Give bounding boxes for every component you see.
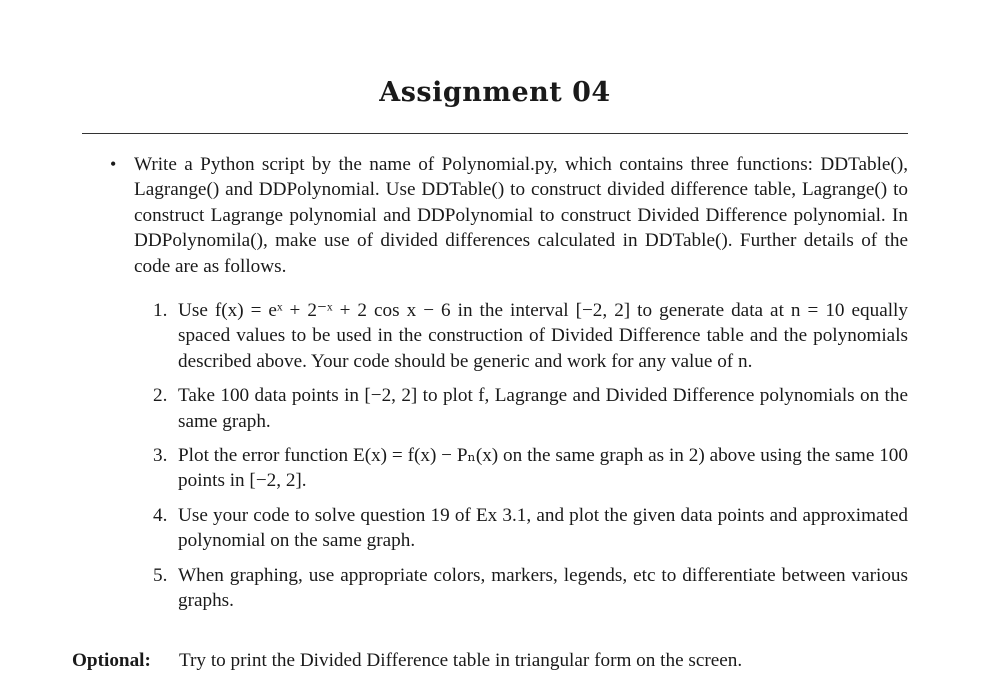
- title-divider: [82, 133, 908, 134]
- item-text: Plot the error function E(x) = f(x) − Pₙ(x) on the same graph as in 2) above using the same 100 points in [−2, 2].: [178, 445, 908, 492]
- list-item: [153, 383, 908, 434]
- item-number: 3.: [153, 445, 168, 467]
- list-item: [153, 298, 908, 374]
- list-item: [153, 503, 908, 554]
- item-text: When graphing, use appropriate colors, markers, legends, etc to differentiate between various graphs.: [178, 564, 908, 612]
- task-list: [153, 298, 908, 613]
- item-number: 4.: [153, 504, 168, 526]
- bullet-icon: •: [110, 154, 117, 174]
- optional-text: Try to print the Divided Difference table in triangular form on the screen.: [179, 650, 743, 671]
- item-number: 1.: [153, 300, 168, 322]
- list-item: [153, 443, 908, 494]
- page-title: Assignment 04: [379, 77, 611, 108]
- item-number: 5.: [153, 564, 168, 586]
- assignment-body: [110, 152, 908, 623]
- intro-bullet: [110, 152, 908, 279]
- item-number: 2.: [153, 385, 168, 407]
- optional-label: Optional:: [72, 650, 151, 671]
- item-text: Use your code to solve question 19 of Ex 3.1, and plot the given data points and approximated polynomial on the same graph.: [178, 504, 908, 552]
- intro-text: Write a Python script by the name of Polynomial.py, which contains three functions: DDTable(), Lagrange() and DDPolynomial. Use DDTable() to construct divided difference table, Lagrange() to construct Lagrange polynomial and DDPolynomial to construct Divided Difference polynomial. In DDPolynomila(), make use of divided differences calculated in DDTable(). Further details of the code are as follows.: [134, 154, 908, 277]
- item-text: Take 100 data points in [−2, 2] to plot f, Lagrange and Divided Difference polynomials on the same graph.: [178, 385, 908, 432]
- list-item: [153, 563, 908, 614]
- optional-note: [72, 648, 972, 673]
- item-text: Use f(x) = eˣ + 2⁻ˣ + 2 cos x − 6 in the interval [−2, 2] to generate data at n = 10 equally spaced values to be used in the construction of Divided Difference table and the polynomials described above. Your code should be generic and work for any value of n.: [178, 300, 908, 372]
